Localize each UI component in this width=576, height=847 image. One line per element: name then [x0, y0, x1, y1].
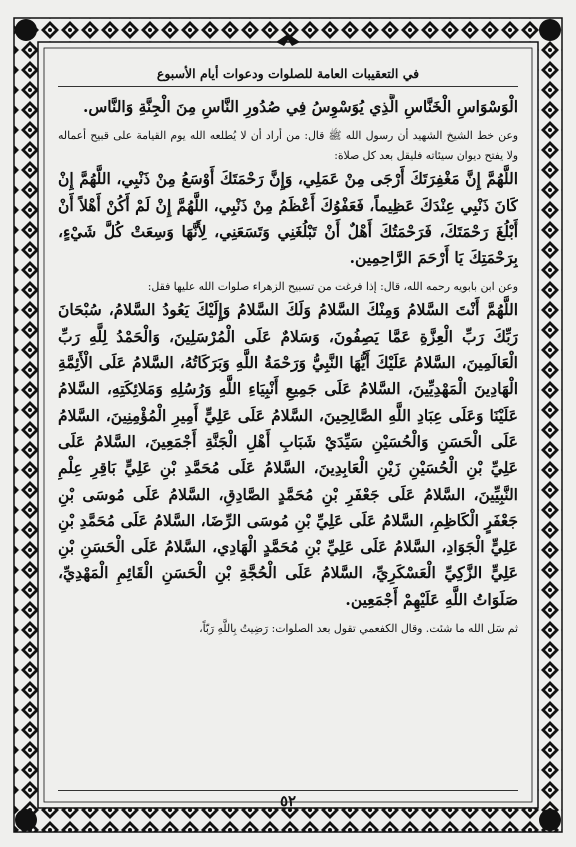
paragraph-supplication-forgiveness: اللَّهُمَّ إِنَّ مَغْفِرَتَكَ أَرْجَى مِنْ عَمَلِي، وَإِنَّ رَحْمَتَكَ أَوْسَعُ مِنْ ذَنْبِي، اللَّهُمَّ إِنْ كَانَ ذَنْبِي عِنْدَكَ عَظِيماً، فَعَفْوُكَ أَعْظَمُ مِنْ ذَنْبِي، اللَّهُمَّ إِنْ لَمْ أَكُنْ أَهْلاً أَنْ أَبْلُغَ رَحْمَتَكَ، فَرَحْمَتُكَ أَهْلٌ أَنْ تَبْلُغَنِي وَتَسَعَنِي، لِأَنَّهَا وَسِعَتْ كُلَّ شَيْءٍ، بِرَحْمَتِكَ يَا أَرْحَمَ الرَّاحِمِين.	[58, 169, 518, 268]
running-header: في التعقيبات العامة للصلوات ودعوات أيام الأسبوع	[156, 66, 420, 81]
paragraph-narration-babawayh: وعن ابن بابويه رحمه الله، قال: إذا فرغت من تسبيح الزهراء صلوات الله عليها فقل:	[147, 280, 518, 294]
page-body	[58, 94, 518, 774]
page-number: ٥٢	[279, 792, 297, 810]
paragraph-verse-ending: الْوَسْوَاسِ الْخَنَّاسِ الَّذِي يُوَسْوِسُ فِي صُدُورِ النَّاسِ مِنَ الْجِنَّةِ وَالنَّاس.	[82, 97, 518, 116]
footer-divider	[58, 790, 518, 791]
paragraph-narration-shaheed: وعن خط الشيخ الشهيد أن رسول الله ﷺ قال: من أراد أن لا يُطلعه الله يوم القيامة على قبيح أعماله ولا يفتح ديوان سيئاته فليقل بعد كل صلاة:	[58, 129, 518, 163]
paragraph-kafami: ثم سَل الله ما شئت. وقال الكفعمي تقول بعد الصلوات: رَضِيتُ بِاللَّهِ رَبّاً،	[199, 622, 518, 636]
paragraph-salutations: اللَّهُمَّ أَنْتَ السَّلامُ وَمِنْكَ السَّلامُ وَلَكَ السَّلامُ وَإِلَيْكَ يَعُودُ السَّلامُ، سُبْحَانَ رَبِّكَ رَبِّ الْعِزَّةِ عَمَّا يَصِفُونَ، وَسَلامٌ عَلَى الْمُرْسَلِينَ، وَالْحَمْدُ لِلَّهِ رَبِّ الْعَالَمِينَ، السَّلامُ عَلَيْكَ أَيُّهَا النَّبِيُّ وَرَحْمَةُ اللَّهِ وَبَرَكَاتُهُ، السَّلامُ عَلَى الْأَئِمَّةِ الْهَادِينَ الْمَهْدِيِّينَ، السَّلامُ عَلَى جَمِيعِ أَنْبِيَاءِ اللَّهِ وَرُسُلِهِ وَمَلائِكَتِهِ، السَّلامُ عَلَيْنَا وَعَلَى عِبَادِ اللَّهِ الصَّالِحِينَ، السَّلامُ عَلَى عَلِيٍّ أَمِيرِ الْمُؤْمِنِينَ، السَّلامُ عَلَى الْحَسَنِ وَالْحُسَيْنِ سَيِّدَيْ شَبَابِ أَهْلِ الْجَنَّةِ أَجْمَعِينَ، السَّلامُ عَلَى عَلِيِّ بْنِ الْحُسَيْنِ زَيْنِ الْعَابِدِينَ، السَّلامُ عَلَى مُحَمَّدِ بْنِ عَلِيٍّ بَاقِرِ عِلْمِ النَّبِيِّينَ، السَّلامُ عَلَى جَعْفَرِ بْنِ مُحَمَّدٍ الصَّادِقِ، السَّلامُ عَلَى مُوسَى بْنِ جَعْفَرٍ الْكَاظِمِ، السَّلامُ عَلَى عَلِيِّ بْنِ مُوسَى الرِّضَا، السَّلامُ عَلَى مُحَمَّدِ بْنِ عَلِيٍّ الْجَوَادِ، السَّلامُ عَلَى عَلِيِّ بْنِ مُحَمَّدٍ الْهَادِي، السَّلامُ عَلَى الْحَسَنِ بْنِ عَلِيٍّ الزَّكِيِّ الْعَسْكَرِيِّ، السَّلامُ عَلَى الْحُجَّةِ بْنِ الْحَسَنِ الْقَائِمِ الْمَهْدِيِّ، صَلَوَاتُ اللَّهِ عَلَيْهِمْ أَجْمَعِين.	[58, 300, 518, 609]
header-divider	[58, 86, 518, 87]
